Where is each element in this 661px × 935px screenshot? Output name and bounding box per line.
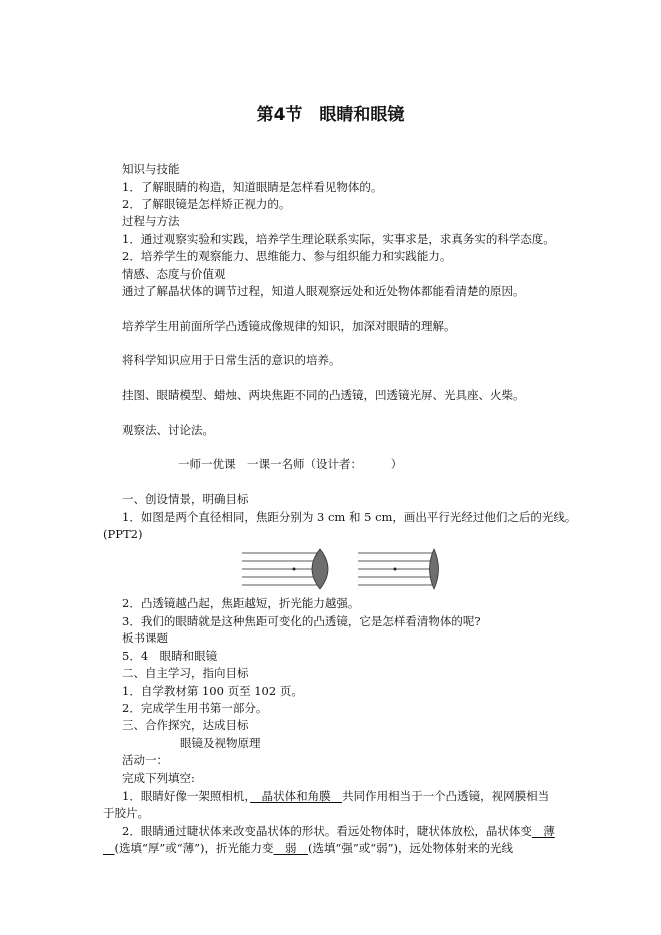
board-heading: 板书课题 — [122, 631, 168, 645]
methods: 观察法、讨论法。 — [122, 423, 214, 437]
section1-item-1-ref: (PPT2) — [103, 527, 143, 541]
section2-item-2: 2．完成学生用书第一部分。 — [122, 701, 268, 715]
question-2-text-c: (选填“强”或“弱”)，远处物体射来的光线 — [308, 841, 513, 855]
question-1-answer-blank: 晶状体和角膜 — [250, 789, 343, 803]
section3-subtitle: 眼镜及视物原理 — [180, 736, 261, 750]
section1-item-3: 3．我们的眼睛就是这种焦距可变化的凸透镜，它是怎样看清物体的呢? — [122, 614, 481, 628]
question-2-answer-blank-2: 弱 — [273, 841, 308, 855]
key-point: 培养学生用前面所学凸透镜成像规律的知识，加深对眼睛的理解。 — [122, 319, 456, 333]
question-1-line-1 — [122, 789, 549, 804]
process-item-1: 1．通过观察实验和实践，培养学生理论联系实际，实事求是，求真务实的科学态度。 — [122, 232, 555, 246]
question-2-text-b: (选填“厚”或“薄”)，折光能力变 — [114, 841, 274, 855]
fill-instruction: 完成下列填空: — [122, 771, 195, 785]
section2-heading: 二、自主学习，指向目标 — [122, 666, 249, 680]
attitude-item-1: 通过了解晶状体的调节过程，知道人眼观察远处和近处物体都能看清楚的原因。 — [122, 284, 525, 298]
process-item-2: 2．培养学生的观察能力、思维能力、参与组织能力和实践能力。 — [122, 249, 452, 263]
difficulty: 将科学知识应用于日常生活的意识的培养。 — [122, 353, 341, 367]
activity-label: 活动一： — [122, 753, 168, 767]
section1-heading: 一、创设情景，明确目标 — [122, 492, 249, 506]
section1-item-1: 1．如图是两个直径相同，焦距分别为 3 cm 和 5 cm，画出平行光经过他们之后的光线。 — [122, 510, 577, 524]
knowledge-item-2: 2．了解眼镜是怎样矫正视力的。 — [122, 197, 291, 211]
question-1-line-2: 于胶片。 — [103, 806, 149, 820]
question-2-blank-cont — [103, 841, 115, 855]
question-2-line-1 — [122, 824, 555, 839]
section2-item-1: 1．自学教材第 100 页至 102 页。 — [122, 684, 303, 698]
section1-item-2: 2．凸透镜越凸起，焦距越短，折光能力越强。 — [122, 596, 360, 610]
question-2-answer-blank-1: 薄 — [531, 824, 555, 838]
materials: 挂图、眼睛模型、蜡烛、两块焦距不同的凸透镜，凹透镜光屏、光具座、火柴。 — [122, 388, 525, 402]
knowledge-heading: 知识与技能 — [122, 162, 180, 176]
designer-line: 一师一优课 一课一名师（设计者： ） — [178, 457, 403, 471]
convex-lens-thin — [430, 549, 439, 589]
lens-diagram-left — [242, 549, 328, 589]
lens-diagram-right — [358, 549, 439, 589]
board-topic: 5．4 眼睛和眼镜 — [122, 649, 218, 663]
attitude-heading: 情感、态度与价值观 — [122, 267, 226, 281]
question-2-line-2 — [103, 841, 513, 856]
question-2-text-a: 2．眼睛通过睫状体来改变晶状体的形状。看远处物体时，睫状体放松，晶状体变 — [122, 824, 532, 838]
lens-figure — [238, 548, 450, 590]
process-heading: 过程与方法 — [122, 214, 180, 228]
section3-heading: 三、合作探究，达成目标 — [122, 718, 249, 732]
knowledge-item-1: 1．了解眼睛的构造，知道眼睛是怎样看见物体的。 — [122, 180, 383, 194]
question-1-text-b: 共同作用相当于一个凸透镜，视网膜相当 — [342, 789, 550, 803]
convex-lens-thick — [312, 549, 328, 589]
page-title: 第4节 眼睛和眼镜 — [256, 105, 405, 125]
question-1-text-a: 1．眼睛好像一架照相机， — [122, 789, 251, 803]
